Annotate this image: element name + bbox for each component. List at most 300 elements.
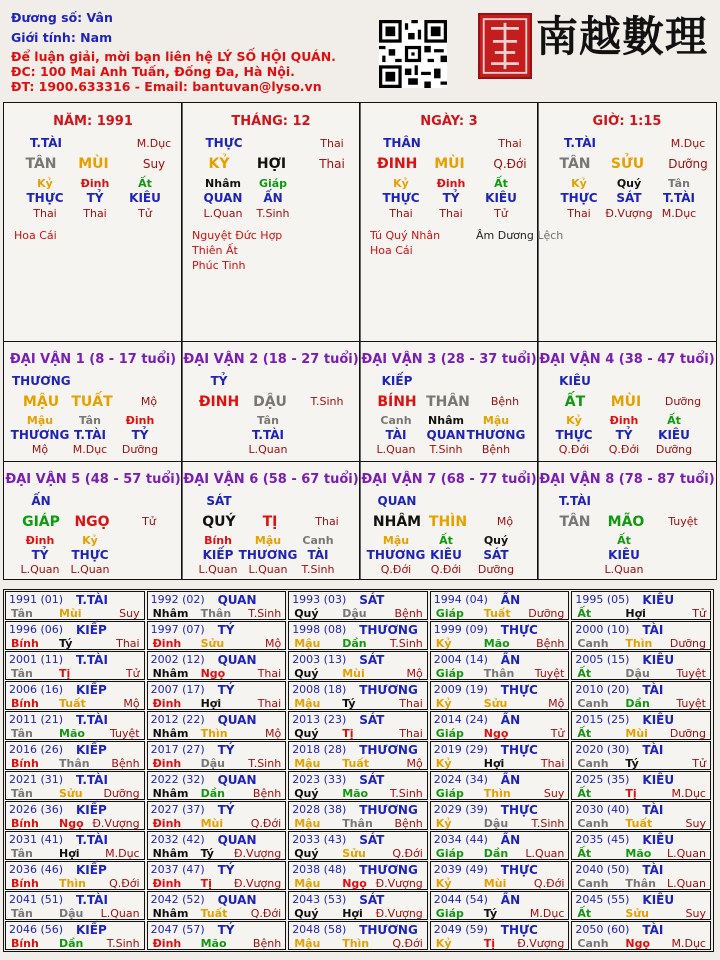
year-chi: Mùi [625, 727, 648, 740]
year-cell [5, 591, 145, 620]
year-chi: Thìn [483, 787, 511, 800]
hidden-can: Tân [257, 414, 279, 427]
hidden-can: Đinh [125, 414, 155, 427]
year-can: Bính [11, 637, 39, 650]
hidden-can: Tân [79, 414, 101, 427]
year-chi: Thân [200, 607, 232, 620]
year-ts: Thai [257, 667, 282, 680]
year-ts: L.Quan [100, 907, 140, 920]
year-chi: Sửu [59, 787, 83, 800]
dai-van-4 [537, 341, 717, 462]
bazi-chart [3, 102, 717, 580]
year-cell [288, 651, 428, 680]
year-chi: Sửu [625, 907, 649, 920]
year-sao: KIÊU [642, 593, 675, 607]
year-can: Kỷ [435, 697, 452, 710]
year-sao: TÀI [642, 623, 664, 637]
sao-top: THỰC [205, 136, 243, 150]
year-cell [430, 831, 570, 860]
hidden-ts: Mộ [31, 443, 49, 456]
year-label: 2048 (58) [292, 923, 347, 936]
dai-van-title: ĐẠI VẬN 8 (78 - 87 tuổi) [539, 472, 715, 487]
year-cell [288, 741, 428, 770]
year-sao: KIÊU [642, 893, 675, 907]
year-cell [5, 711, 145, 740]
hidden-can: Nhâm [428, 414, 464, 427]
year-cell [288, 591, 428, 620]
year-sao: TÀI [642, 923, 664, 937]
year-can: Ất [577, 727, 592, 740]
year-label: 2015 (25) [575, 713, 630, 726]
year-chi: Hợi [59, 847, 80, 860]
pillar-title: THÁNG: 12 [231, 114, 311, 129]
year-sao: THỰC [500, 683, 538, 697]
year-label: 2043 (53) [292, 893, 347, 906]
year-sao: T.TÀI [76, 893, 108, 907]
year-can: Canh [577, 817, 609, 830]
hidden-can: Bính [204, 534, 232, 547]
hidden-can: Nhâm [205, 177, 241, 190]
hidden-sao: THỰC [71, 548, 109, 562]
dai-van-sao: KIẾP [381, 374, 413, 388]
year-chi: Dậu [483, 817, 509, 830]
year-ts: Bệnh [394, 607, 423, 620]
year-sao: SÁT [359, 893, 385, 907]
year-can: Kỷ [435, 757, 452, 770]
hidden-ts: Tử [138, 207, 152, 220]
year-ts: Tử [692, 607, 706, 620]
year-sao: TỶ [217, 863, 235, 877]
hidden-ts: Q.Đới [608, 443, 640, 456]
year-label: 2042 (52) [150, 893, 205, 906]
year-ts: Tử [550, 727, 565, 740]
year-sao: THỰC [500, 623, 538, 637]
hidden-sao: TỶ [442, 191, 460, 205]
year-ts: Đ.Vượng [92, 817, 140, 830]
hidden-can: Canh [380, 414, 412, 427]
year-cell [430, 681, 570, 710]
pillar-1 [181, 102, 361, 342]
address: ĐC: 100 Mai Anh Tuấn, Đống Đa, Hà Nội. [11, 64, 295, 79]
year-can: Đinh [152, 637, 182, 650]
year-ts: Đ.Vượng [233, 877, 282, 890]
year-chi: Mùi [200, 817, 224, 830]
annual-luck-grid [3, 589, 714, 952]
extra-star: Hoa Cái [370, 244, 413, 257]
hidden-ts: L.Quan [376, 443, 416, 456]
hidden-can: Ất [494, 177, 508, 190]
hidden-ts: Dưỡng [655, 443, 693, 456]
year-can: Mậu [294, 757, 321, 770]
year-cell [147, 591, 287, 620]
year-can: Giáp [435, 787, 464, 800]
year-chi: Ngọ [483, 727, 509, 740]
hidden-ts: L.Quan [248, 443, 288, 456]
year-cell [571, 651, 711, 680]
year-label: 2038 (48) [292, 863, 347, 876]
year-sao: THƯƠNG [359, 923, 418, 937]
year-label: 2034 (44) [433, 833, 488, 846]
year-can: Quý [294, 727, 319, 740]
year-can: Ất [577, 787, 592, 800]
year-label: 2011 (21) [9, 713, 64, 726]
year-chi: Thân [483, 667, 515, 680]
sao-top-right: Thai [320, 137, 344, 150]
hidden-ts: Thai [83, 207, 107, 220]
year-ts: Q.Đới [109, 877, 140, 890]
year-sao: THƯƠNG [359, 863, 418, 877]
hidden-sao: KIÊU [608, 548, 640, 562]
year-sao: THƯƠNG [359, 743, 418, 757]
year-sao: KIẾP [76, 863, 107, 877]
hidden-ts: M.Dục [661, 207, 697, 220]
year-sao: TỶ [217, 923, 235, 937]
year-sao: SÁT [359, 593, 385, 607]
hidden-ts: Thai [439, 207, 463, 220]
year-can: Quý [294, 787, 319, 800]
year-sao: THƯƠNG [359, 683, 418, 697]
year-label: 2000 (10) [575, 623, 630, 636]
year-label: 2023 (33) [292, 773, 347, 786]
year-ts: Suy [119, 607, 140, 620]
hidden-can: Mậu [482, 414, 510, 427]
year-label: 2009 (19) [433, 683, 488, 696]
year-sao: KIÊU [642, 653, 675, 667]
hidden-ts: Dưỡng [121, 443, 159, 456]
year-ts: Thai [257, 697, 282, 710]
year-can: Nhâm [152, 727, 189, 740]
year-label: 2046 (56) [9, 923, 64, 936]
year-label: 2037 (47) [150, 863, 205, 876]
year-chi: Tuất [342, 757, 369, 770]
hidden-can: Ất [138, 177, 152, 190]
hidden-ts: Q.Đới [430, 563, 462, 576]
can: TÂN [559, 156, 591, 172]
year-cell [430, 771, 570, 800]
year-can: Nhâm [152, 907, 189, 920]
hidden-can: Mậu [26, 414, 54, 427]
year-label: 2050 (60) [575, 923, 630, 936]
chi-right: Q.Đới [493, 157, 527, 171]
year-ts: Suy [685, 907, 706, 920]
hidden-sao: THƯƠNG [238, 548, 298, 562]
year-chi: Dậu [625, 667, 650, 680]
dai-van-sao: TỶ [210, 374, 228, 388]
sao-top-right: Thai [498, 137, 522, 150]
hidden-sao: QUAN [426, 428, 466, 442]
year-sao: TÀI [642, 863, 664, 877]
hidden-sao: THỰC [382, 191, 420, 205]
year-cell [5, 771, 145, 800]
chi-right: Dưỡng [668, 157, 708, 171]
hidden-sao: TÀI [307, 548, 329, 562]
year-sao: ẤN [500, 773, 521, 787]
hidden-can: Đinh [80, 177, 110, 190]
year-can: Tân [11, 727, 33, 740]
year-can: Tân [11, 847, 33, 860]
dai-van-title: ĐẠI VẬN 4 (38 - 47 tuổi) [539, 352, 715, 367]
year-ts: Dưỡng [669, 727, 706, 740]
year-sao: SÁT [359, 653, 385, 667]
year-can: Quý [294, 607, 319, 620]
year-label: 1996 (06) [9, 623, 64, 636]
year-chi: Tý [200, 847, 214, 860]
year-chi: Sửu [342, 847, 366, 860]
year-sao: THƯƠNG [359, 623, 418, 637]
dai-van-6 [181, 461, 361, 580]
hidden-ts: Thai [389, 207, 413, 220]
year-can: Mậu [294, 697, 321, 710]
hidden-sao: THƯƠNG [10, 428, 70, 442]
dai-van-8 [537, 461, 717, 580]
dai-van-title: ĐẠI VẬN 7 (68 - 77 tuổi) [361, 472, 537, 487]
dai-van-chi-right: Bệnh [490, 395, 520, 408]
dai-van-chi: TUẤT [71, 394, 113, 410]
year-ts: M.Dục [529, 907, 565, 920]
year-ts: Q.Đới [392, 847, 423, 860]
hidden-sao: THƯƠNG [466, 428, 526, 442]
year-label: 2008 (18) [292, 683, 347, 696]
hidden-can: Kỷ [571, 177, 587, 190]
year-chi: Tý [59, 637, 73, 650]
year-sao: QUAN [217, 893, 257, 907]
year-can: Bính [11, 877, 39, 890]
year-can: Ất [577, 607, 592, 620]
year-label: 2005 (15) [575, 653, 630, 666]
year-can: Canh [577, 637, 609, 650]
year-label: 2026 (36) [9, 803, 64, 816]
dai-van-sao: T.TÀI [559, 494, 591, 508]
hidden-sao: TỶ [131, 428, 149, 442]
pillar-title: GIỜ: 1:15 [592, 114, 662, 129]
year-cell [288, 831, 428, 860]
year-ts: Thai [399, 727, 423, 740]
extra-star: Nguyệt Đức Hợp [192, 229, 283, 242]
brand-title: 南越數理 [536, 12, 709, 61]
year-ts: T.Sinh [531, 817, 565, 830]
year-can: Đinh [152, 817, 182, 830]
hidden-sao: T.TÀI [663, 191, 695, 205]
year-can: Quý [294, 847, 319, 860]
hidden-ts: L.Quan [203, 207, 243, 220]
year-can: Mậu [294, 637, 321, 650]
year-label: 2049 (59) [433, 923, 488, 936]
year-can: Tân [11, 907, 33, 920]
year-can: Đinh [152, 937, 182, 950]
qr-code-icon [379, 20, 447, 88]
hidden-ts: L.Quan [248, 563, 288, 576]
year-can: Quý [294, 667, 319, 680]
year-ts: Mộ [548, 697, 565, 710]
extra-star: Tú Quý Nhân [370, 229, 441, 242]
hidden-ts: T.Sinh [256, 207, 290, 220]
year-cell [147, 651, 287, 680]
pillar-title: NĂM: 1991 [53, 114, 133, 129]
year-label: 2028 (38) [292, 803, 347, 816]
year-sao: ẤN [500, 893, 521, 907]
year-cell [571, 741, 711, 770]
chi: MÙI [434, 156, 465, 172]
year-sao: KIÊU [642, 713, 675, 727]
chi: SỬU [610, 156, 645, 172]
year-chi: Tý [342, 697, 356, 710]
year-ts: Bệnh [252, 787, 282, 800]
year-can: Ất [577, 847, 592, 860]
can: KỶ [208, 156, 230, 172]
year-ts: L.Quan [667, 877, 706, 890]
year-chi: Thân [342, 817, 373, 830]
hidden-can: Kỷ [82, 534, 98, 547]
year-sao: KIÊU [642, 773, 675, 787]
year-label: 2003 (13) [292, 653, 347, 666]
year-ts: Đ.Vượng [375, 907, 423, 920]
year-cell [430, 921, 570, 950]
year-label: 2027 (37) [150, 803, 205, 816]
can: TÂN [25, 156, 57, 172]
year-ts: Dưỡng [669, 637, 706, 650]
year-can: Bính [11, 817, 39, 830]
dai-van-can: NHÂM [372, 514, 422, 530]
year-can: Tân [11, 607, 33, 620]
year-chi: Hợi [200, 697, 222, 710]
year-sao: ẤN [500, 833, 521, 847]
hidden-sao: SÁT [616, 191, 642, 205]
year-ts: M.Dục [671, 937, 706, 950]
year-sao: QUAN [217, 833, 257, 847]
year-chi: Tị [200, 877, 212, 890]
hidden-can: Mậu [382, 534, 410, 547]
year-chi: Dần [200, 787, 225, 800]
year-chi: Dần [483, 847, 509, 860]
year-sao: THỰC [500, 863, 538, 877]
year-can: Bính [11, 757, 39, 770]
year-label: 2036 (46) [9, 863, 64, 876]
year-ts: Bệnh [536, 637, 565, 650]
year-ts: Bệnh [394, 817, 423, 830]
dai-van-sao: KIÊU [559, 374, 591, 388]
header [0, 0, 720, 100]
hidden-ts: Thai [567, 207, 591, 220]
year-label: 2030 (40) [575, 803, 630, 816]
year-cell [430, 801, 570, 830]
dai-van-chi: MÃO [607, 514, 645, 530]
year-sao: SÁT [359, 773, 385, 787]
hidden-can: Ất [617, 534, 631, 547]
hidden-ts: L.Quan [604, 563, 644, 576]
year-label: 2031 (41) [9, 833, 64, 846]
year-can: Đinh [152, 757, 182, 770]
pillar-title: NGÀY: 3 [420, 114, 478, 129]
year-cell [430, 891, 570, 920]
dai-van-chi-right: Mộ [496, 515, 514, 528]
dai-van-chi-right: T.Sinh [310, 395, 344, 408]
owner-name: Đương số: Vân [11, 10, 113, 25]
year-sao: QUAN [217, 653, 257, 667]
year-can: Kỷ [435, 817, 452, 830]
year-label: 1992 (02) [150, 593, 205, 606]
year-label: 2035 (45) [575, 833, 630, 846]
year-label: 2018 (28) [292, 743, 347, 756]
hidden-can: Kỷ [37, 177, 53, 190]
hidden-can: Canh [302, 534, 334, 547]
dai-van-chi: MÙI [610, 394, 642, 410]
year-cell [147, 921, 287, 950]
year-ts: Tuyệt [676, 667, 706, 680]
year-label: 2032 (42) [150, 833, 205, 846]
hidden-sao: KIÊU [430, 548, 462, 562]
hidden-sao: KIÊU [485, 191, 517, 205]
year-cell [430, 741, 570, 770]
year-chi: Mão [342, 787, 369, 800]
hidden-sao: THỰC [555, 428, 593, 442]
year-sao: TÀI [642, 803, 664, 817]
dai-van-title: ĐẠI VẬN 1 (8 - 17 tuổi) [9, 352, 177, 367]
year-ts: Q.Đới [250, 817, 282, 830]
year-label: 1997 (07) [150, 623, 205, 636]
year-cell [571, 831, 711, 860]
year-can: Đinh [152, 697, 182, 710]
dai-van-1 [3, 341, 183, 462]
year-cell [5, 681, 145, 710]
year-cell [288, 621, 428, 650]
dai-van-can: BÍNH [377, 394, 417, 410]
hidden-ts: L.Quan [198, 563, 238, 576]
year-label: 1991 (01) [9, 593, 64, 606]
hidden-ts: T.Sinh [301, 563, 335, 576]
year-chi: Dậu [200, 757, 225, 770]
year-ts: Tuyệt [676, 697, 706, 710]
year-can: Bính [11, 937, 39, 950]
dai-van-chi-right: Tuyệt [668, 515, 698, 528]
year-label: 1994 (04) [433, 593, 488, 606]
year-cell [147, 861, 287, 890]
year-cell [288, 711, 428, 740]
year-can: Đinh [152, 877, 182, 890]
hidden-can: Đinh [436, 177, 466, 190]
extra-star: Phúc Tinh [192, 259, 246, 272]
year-ts: Mộ [264, 727, 282, 740]
year-sao: ẤN [500, 593, 521, 607]
year-ts: Đ.Vượng [517, 937, 565, 950]
year-can: Nhâm [152, 667, 189, 680]
year-sao: THỰC [500, 803, 538, 817]
dai-van-sao: QUAN [377, 494, 417, 508]
year-ts: L.Quan [667, 847, 706, 860]
year-label: 2041 (51) [9, 893, 64, 906]
year-ts: Mộ [406, 757, 423, 770]
year-ts: L.Quan [525, 847, 565, 860]
hidden-ts: L.Quan [20, 563, 60, 576]
year-ts: Q.Đới [392, 937, 423, 950]
year-cell [571, 681, 711, 710]
chi-right: Suy [142, 157, 166, 171]
hidden-sao: TỶ [31, 548, 49, 562]
extra-star: Hoa Cái [14, 229, 57, 242]
dai-van-title: ĐẠI VẬN 2 (18 - 27 tuổi) [183, 352, 359, 367]
year-cell [147, 711, 287, 740]
hidden-can: Quý [483, 534, 509, 547]
year-sao: TÀI [642, 683, 664, 697]
year-chi: Dậu [59, 907, 84, 920]
year-can: Mậu [294, 817, 321, 830]
hidden-can: Đinh [609, 414, 639, 427]
year-sao: QUAN [217, 773, 257, 787]
contact-line: Để luận giải, mời bạn liên hệ LÝ SỐ HỘI QUÁN. [11, 49, 336, 64]
year-ts: T.Sinh [248, 757, 282, 770]
year-label: 2019 (29) [433, 743, 488, 756]
year-sao: KIÊU [642, 833, 675, 847]
year-sao: TỶ [217, 683, 235, 697]
